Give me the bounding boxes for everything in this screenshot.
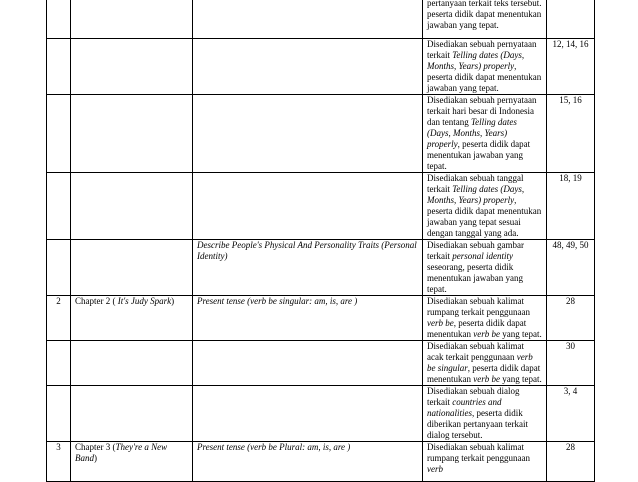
text-run: Disediakan sebuah gambar terkait [427, 240, 524, 261]
indicator-cell [423, 442, 547, 482]
text-run: Disediakan sebuah kalimat rumpang terkait penggunaan [427, 442, 530, 463]
page-number: 3, 4 [563, 386, 578, 396]
document-table [46, 0, 595, 482]
italic-text-run: verb [427, 464, 443, 474]
italic-text-run: verb be [473, 329, 500, 339]
material-cell [193, 173, 423, 240]
indicator-cell [423, 386, 547, 442]
text-run: Disediakan sebuah kalimat rumpang terkait penggunaan [427, 296, 530, 317]
chapter-cell [71, 240, 193, 296]
material-text [197, 240, 418, 262]
indicator-text [427, 386, 542, 441]
table-row [47, 296, 595, 341]
chapter-cell [71, 341, 193, 386]
row-number-cell [47, 0, 71, 39]
indicator-cell [423, 95, 547, 173]
indicator-text [427, 240, 542, 295]
page-number: 48, 49, 50 [552, 240, 589, 250]
indicator-text [427, 95, 542, 172]
table-row [47, 386, 595, 442]
material-cell [193, 341, 423, 386]
text-run: Disediakan sebuah tanggal terkait [427, 173, 524, 194]
material-cell [193, 39, 423, 95]
table-row [47, 173, 595, 240]
italic-text-run: Telling dates (Days, Months, Years) properly [427, 117, 517, 149]
indicator-text [427, 442, 542, 475]
page-cell [547, 386, 595, 442]
chapter-cell [71, 296, 193, 341]
text-run: Chapter 2 ( [75, 296, 118, 306]
italic-text-run: Describe People's Physical And Personality Traits (Personal Identity) [197, 240, 417, 261]
indicator-cell [423, 0, 547, 39]
table-row [47, 95, 595, 173]
chapter-text [75, 442, 188, 464]
material-cell [193, 386, 423, 442]
material-cell [193, 0, 423, 39]
text-run: yang tepat. [500, 374, 542, 384]
page-cell [547, 95, 595, 173]
italic-text-run: personal identity [452, 251, 513, 261]
material-cell [193, 240, 423, 296]
italic-text-run: Telling dates (Days, Months, Years) properly [427, 184, 525, 205]
italic-text-run: verb be [473, 374, 500, 384]
text-run: , peserta didik dapat menentukan [427, 363, 541, 384]
page-cell [547, 296, 595, 341]
text-run: Disediakan sebuah pernyataan terkait hari besar di Indonesia dan tentang [427, 95, 537, 127]
italic-text-run: It's Judy Spark [117, 296, 172, 306]
row-number-cell [47, 39, 71, 95]
row-number-cell [47, 240, 71, 296]
indicator-text [427, 39, 542, 94]
text-run: , peserta didik dapat menentukan [427, 318, 527, 339]
indicator-cell [423, 341, 547, 386]
italic-text-run: Present tense (verb be Plural: am, is, are ) [197, 442, 351, 452]
page-cell [547, 173, 595, 240]
row-number: 2 [56, 296, 61, 306]
chapter-cell [71, 39, 193, 95]
row-number-cell [47, 442, 71, 482]
page-number: 30 [566, 341, 575, 351]
text-run: , peserta didik dapat menentukan jawaban yang tepat. [427, 61, 542, 93]
row-number-cell [47, 341, 71, 386]
table-body [47, 0, 595, 482]
table-row [47, 0, 595, 39]
italic-text-run: Telling dates (Days, Months, Years) properly [427, 50, 525, 71]
chapter-cell [71, 173, 193, 240]
material-text [197, 442, 418, 453]
page-number: 18, 19 [559, 173, 582, 183]
italic-text-run: Present tense (verb be singular: am, is, are ) [197, 296, 358, 306]
page-number: 28 [566, 296, 575, 306]
row-number-cell [47, 173, 71, 240]
row-number-cell [47, 296, 71, 341]
italic-text-run: verb be [427, 318, 454, 328]
page-number: 28 [566, 442, 575, 452]
text-run: Chapter 3 ( [75, 442, 116, 452]
table-row [47, 442, 595, 482]
indicator-cell [423, 173, 547, 240]
page-cell [547, 442, 595, 482]
page-cell [547, 39, 595, 95]
page-number: 15, 16 [559, 95, 582, 105]
indicator-cell [423, 240, 547, 296]
material-cell [193, 296, 423, 341]
row-number: 3 [56, 442, 61, 452]
text-run: ) [171, 296, 175, 306]
material-text [197, 296, 418, 307]
table-row [47, 39, 595, 95]
page-number: 12, 14, 16 [552, 39, 589, 49]
italic-text-run: verb be singular [427, 352, 533, 373]
page-cell [547, 240, 595, 296]
chapter-text [75, 296, 188, 307]
text-run: pertanyaan terkait teks tersebut. peserta didik dapat menentukan jawaban yang tepat. [427, 0, 542, 30]
text-run: Disediakan sebuah pernyataan terkait [427, 39, 537, 60]
material-cell [193, 95, 423, 173]
material-cell [193, 442, 423, 482]
row-number-cell [47, 95, 71, 173]
indicator-text [427, 173, 542, 239]
italic-text-run: They're a New Band [75, 442, 168, 463]
chapter-cell [71, 386, 193, 442]
indicator-text [427, 0, 542, 31]
text-run: ) [94, 453, 97, 463]
indicator-text [427, 296, 542, 340]
chapter-cell [71, 95, 193, 173]
row-number-cell [47, 386, 71, 442]
text-run: Disediakan sebuah dialog terkait [427, 386, 520, 407]
indicator-cell [423, 296, 547, 341]
text-run: seseorang, peserta didik menentukan jawaban yang tepat. [427, 262, 523, 294]
italic-text-run: countries and nationalities [427, 397, 502, 418]
indicator-cell [423, 39, 547, 95]
page-cell [547, 341, 595, 386]
chapter-cell [71, 442, 193, 482]
table-row [47, 341, 595, 386]
text-run: , peserta didik dapat menentukan jawaban yang tepat sesuai dengan tanggal yang ada. [427, 195, 542, 238]
page-cell [547, 0, 595, 39]
chapter-cell [71, 0, 193, 39]
text-run: , peserta didik diberikan pertanyaan terkait dialog tersebut. [427, 408, 528, 440]
text-run: , peserta didik dapat menentukan jawaban yang tepat. [427, 139, 531, 171]
indicator-text [427, 341, 542, 385]
text-run: Disediakan sebuah kalimat acak terkait penggunaan [427, 341, 524, 362]
text-run: yang tepat. [500, 329, 542, 339]
table-row [47, 240, 595, 296]
